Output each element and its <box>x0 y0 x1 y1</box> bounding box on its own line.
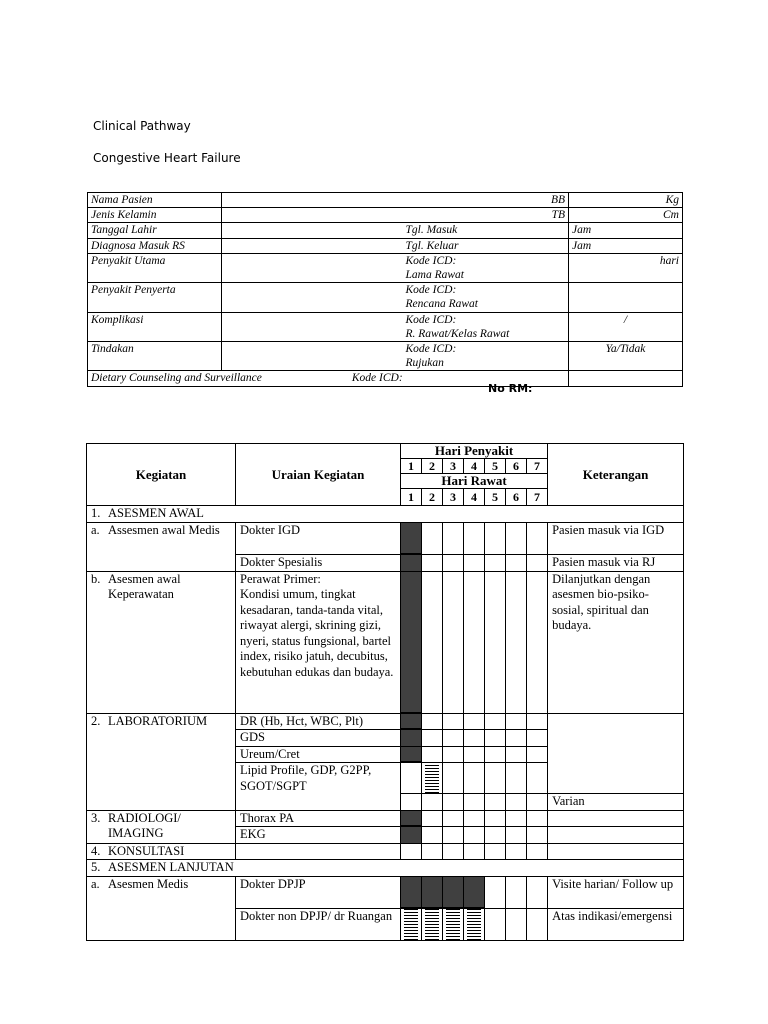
day-cell <box>422 827 443 844</box>
day-cell <box>464 571 485 713</box>
label-kode-icd: Kode ICD: <box>405 284 457 297</box>
label-cm: Cm <box>569 208 683 223</box>
patient-info-table <box>87 192 683 387</box>
keterangan-rj: Pasien masuk via RJ <box>548 554 684 571</box>
kegiatan-laboratorium <box>87 713 236 810</box>
day-cell <box>401 763 422 794</box>
day-cell <box>506 554 527 571</box>
cell-icd-utama <box>403 253 569 282</box>
day-cell <box>485 794 506 811</box>
item-letter: a. <box>91 522 100 537</box>
day-cell <box>506 908 527 940</box>
keterangan-varian: Varian <box>548 794 684 811</box>
day-cell <box>506 713 527 730</box>
label-tgl-keluar: Tgl. Keluar <box>403 238 569 253</box>
day-cell <box>464 810 485 827</box>
perawat-title: Perawat Primer: <box>240 571 321 586</box>
day-cell <box>506 876 527 908</box>
day-cell <box>443 746 464 763</box>
label-bb: BB <box>222 193 569 208</box>
day-cell <box>464 730 485 747</box>
day-cell <box>464 746 485 763</box>
table-row <box>87 810 684 827</box>
day-cell <box>485 843 506 860</box>
label-ruang-rawat: R. Rawat/Kelas Rawat <box>405 327 510 340</box>
field-tanggal-lahir <box>222 223 403 238</box>
field-diagnosa <box>222 238 403 253</box>
day-cell <box>422 730 443 747</box>
day-label: 7 <box>527 489 548 506</box>
section-label: RADIOLOGI/ IMAGING <box>108 810 181 840</box>
day-cell <box>506 810 527 827</box>
section-number: 5. <box>91 860 101 874</box>
kegiatan-asesmen-medis <box>87 522 236 571</box>
day-cell <box>422 713 443 730</box>
day-cell <box>485 730 506 747</box>
page-subtitle: Congestive Heart Failure <box>93 151 241 165</box>
day-cell <box>527 571 548 713</box>
label-lama-rawat: Lama Rawat <box>405 269 464 282</box>
day-cell <box>506 571 527 713</box>
label-penyakit-utama: Penyakit Utama <box>88 253 222 282</box>
field-penyakit-utama <box>222 253 403 282</box>
day-cell <box>485 571 506 713</box>
day-cell <box>485 554 506 571</box>
label-rujukan: Rujukan <box>405 357 444 370</box>
item-label: Assesmen awal Medis <box>108 522 220 537</box>
section-number: 3. <box>91 810 101 825</box>
header-keterangan: Keterangan <box>548 444 684 506</box>
day-cell-optional <box>443 908 464 940</box>
day-cell <box>443 763 464 794</box>
label-tindakan: Tindakan <box>88 342 222 371</box>
cell-icd-komplikasi <box>403 312 569 341</box>
day-cell <box>506 843 527 860</box>
section-row <box>87 506 684 523</box>
label-nama-pasien: Nama Pasien <box>88 193 222 208</box>
day-cell <box>485 908 506 940</box>
uraian-konsultasi <box>236 843 401 860</box>
header-row <box>87 444 684 459</box>
section-asesmen-lanjutan <box>87 860 684 877</box>
item-letter: a. <box>91 876 100 891</box>
day-cell <box>527 763 548 794</box>
label-kode-icd: Kode ICD: <box>405 313 457 326</box>
uraian-dokter-spesialis: Dokter Spesialis <box>236 554 401 571</box>
day-cell <box>464 794 485 811</box>
day-cell <box>527 713 548 730</box>
info-row <box>88 223 683 238</box>
info-row <box>88 312 683 341</box>
uraian-ekg: EKG <box>236 827 401 844</box>
day-cell-marked <box>401 746 422 763</box>
keterangan-atas-indikasi: Atas indikasi/emergensi <box>548 908 684 940</box>
field-komplikasi <box>222 312 403 341</box>
uraian-lipid: Lipid Profile, GDP, G2PP, SGOT/SGPT <box>236 763 401 811</box>
keterangan-lab <box>548 713 684 794</box>
day-cell <box>464 522 485 554</box>
field-penyakit-penyerta <box>222 283 403 312</box>
label-komplikasi: Komplikasi <box>88 312 222 341</box>
label-dietary: Dietary Counseling and Surveillance <box>91 372 262 385</box>
day-cell <box>422 554 443 571</box>
info-row <box>88 238 683 253</box>
day-cell-marked <box>401 554 422 571</box>
day-cell <box>422 794 443 811</box>
day-cell <box>443 827 464 844</box>
field-rencana-rawat <box>569 283 683 312</box>
section-label: ASESMEN AWAL <box>108 506 204 520</box>
section-label: KONSULTASI <box>108 843 185 858</box>
section-number: 2. <box>91 713 101 728</box>
day-cell <box>527 554 548 571</box>
label-kode-icd: Kode ICD: <box>405 343 457 356</box>
cell-icd-tindakan <box>403 342 569 371</box>
day-cell <box>527 746 548 763</box>
day-cell-marked <box>401 713 422 730</box>
label-jam-keluar: Jam <box>569 238 683 253</box>
day-label: 2 <box>422 459 443 474</box>
day-label: 4 <box>464 489 485 506</box>
day-cell <box>464 713 485 730</box>
day-cell <box>443 571 464 713</box>
day-cell <box>464 843 485 860</box>
label-rencana-rawat: Rencana Rawat <box>405 298 478 311</box>
keterangan-thorax <box>548 810 684 827</box>
table-row <box>87 522 684 554</box>
day-cell-optional <box>422 908 443 940</box>
header-hari-penyakit: Hari Penyakit <box>401 444 548 459</box>
day-cell <box>506 794 527 811</box>
day-label: 5 <box>485 489 506 506</box>
section-row <box>87 860 684 877</box>
day-cell <box>443 810 464 827</box>
day-cell-optional <box>401 908 422 940</box>
day-cell <box>401 794 422 811</box>
day-cell <box>527 794 548 811</box>
label-tanggal-lahir: Tanggal Lahir <box>88 223 222 238</box>
label-kg: Kg <box>569 193 683 208</box>
table-row <box>87 876 684 908</box>
day-cell <box>464 554 485 571</box>
day-cell-optional <box>422 763 443 794</box>
label-diagnosa: Diagnosa Masuk RS <box>88 238 222 253</box>
day-label: 2 <box>422 489 443 506</box>
day-cell <box>527 522 548 554</box>
label-penyakit-penyerta: Penyakit Penyerta <box>88 283 222 312</box>
info-row <box>88 193 683 208</box>
header-hari-rawat: Hari Rawat <box>401 474 548 489</box>
day-cell-marked <box>401 876 422 908</box>
uraian-perawat <box>236 571 401 713</box>
uraian-ureum: Ureum/Cret <box>236 746 401 763</box>
day-cell <box>485 827 506 844</box>
day-cell-marked <box>443 876 464 908</box>
keterangan-dilanjutkan: Dilanjutkan dengan asesmen bio-psiko-sosial, spiritual dan budaya. <box>548 571 684 713</box>
item-label: Asesmen awal Keperawatan <box>108 571 181 601</box>
day-cell <box>464 763 485 794</box>
keterangan-konsultasi <box>548 843 684 860</box>
day-cell <box>485 876 506 908</box>
no-rm-label: No RM: <box>488 382 533 395</box>
day-cell <box>422 522 443 554</box>
keterangan-ekg <box>548 827 684 844</box>
info-row <box>88 253 683 282</box>
uraian-dpjp: Dokter DPJP <box>236 876 401 908</box>
day-cell <box>506 827 527 844</box>
uraian-dokter-igd: Dokter IGD <box>236 522 401 554</box>
kegiatan-asesmen-medis-lanjutan <box>87 876 236 940</box>
day-cell <box>506 763 527 794</box>
section-asesmen-awal <box>87 506 684 523</box>
day-cell <box>422 571 443 713</box>
field-dietary <box>569 371 683 386</box>
label-kode-icd: Kode ICD: <box>351 372 403 385</box>
uraian-non-dpjp: Dokter non DPJP/ dr Ruangan <box>236 908 401 940</box>
day-cell <box>422 810 443 827</box>
day-cell <box>485 522 506 554</box>
info-row <box>88 208 683 223</box>
page-title: Clinical Pathway <box>93 119 191 133</box>
header-kegiatan: Kegiatan <box>87 444 236 506</box>
uraian-dr: DR (Hb, Hct, WBC, Plt) <box>236 713 401 730</box>
day-cell <box>443 730 464 747</box>
day-cell <box>527 730 548 747</box>
day-cell <box>464 827 485 844</box>
label-slash: / <box>569 312 683 341</box>
day-cell-marked <box>401 810 422 827</box>
table-row <box>87 713 684 730</box>
uraian-thorax: Thorax PA <box>236 810 401 827</box>
label-ya-tidak: Ya/Tidak <box>569 342 683 371</box>
day-cell <box>506 746 527 763</box>
kegiatan-asesmen-keperawatan <box>87 571 236 713</box>
kegiatan-radiologi <box>87 810 236 843</box>
section-label: LABORATORIUM <box>108 713 208 728</box>
day-cell <box>527 843 548 860</box>
day-cell-optional <box>464 908 485 940</box>
keterangan-igd: Pasien masuk via IGD <box>548 522 684 554</box>
day-label: 3 <box>443 459 464 474</box>
field-tindakan <box>222 342 403 371</box>
kegiatan-konsultasi <box>87 843 236 860</box>
day-label: 1 <box>401 459 422 474</box>
day-label: 7 <box>527 459 548 474</box>
info-row <box>88 283 683 312</box>
day-cell <box>527 908 548 940</box>
label-hari: hari <box>569 253 683 282</box>
label-tgl-masuk: Tgl. Masuk <box>403 223 569 238</box>
day-cell <box>527 827 548 844</box>
day-cell-marked <box>401 571 422 713</box>
day-cell <box>443 522 464 554</box>
item-letter: b. <box>91 571 101 586</box>
section-number: 1. <box>91 506 101 520</box>
section-label: ASESMEN LANJUTAN <box>108 860 234 874</box>
day-cell-marked <box>401 522 422 554</box>
day-cell-marked <box>422 876 443 908</box>
perawat-body: Kondisi umum, tingkat kesadaran, tanda-tanda vital, riwayat alergi, skrining gizi, nyeri, status fungsional, bartel index, risiko jatuh, decubitus, kebutuhan edukas dan budaya. <box>240 587 394 679</box>
label-jenis-kelamin: Jenis Kelamin <box>88 208 222 223</box>
table-row <box>87 843 684 860</box>
day-label: 1 <box>401 489 422 506</box>
item-label: Asesmen Medis <box>108 876 189 891</box>
day-cell <box>527 876 548 908</box>
day-label: 3 <box>443 489 464 506</box>
day-cell <box>485 763 506 794</box>
label-tb: TB <box>222 208 569 223</box>
day-cell <box>401 843 422 860</box>
info-row <box>88 342 683 371</box>
day-cell <box>443 554 464 571</box>
label-kode-icd: Kode ICD: <box>405 254 457 267</box>
day-cell <box>506 522 527 554</box>
day-cell <box>485 810 506 827</box>
keterangan-visite: Visite harian/ Follow up <box>548 876 684 908</box>
cell-icd-penyerta <box>403 283 569 312</box>
pathway-table <box>86 443 684 941</box>
table-row <box>87 571 684 713</box>
day-label: 5 <box>485 459 506 474</box>
uraian-gds: GDS <box>236 730 401 747</box>
day-cell <box>485 713 506 730</box>
day-cell-marked <box>401 730 422 747</box>
day-cell <box>443 713 464 730</box>
day-label: 6 <box>506 459 527 474</box>
section-number: 4. <box>91 843 101 858</box>
day-cell <box>443 843 464 860</box>
day-label: 6 <box>506 489 527 506</box>
day-cell <box>443 794 464 811</box>
info-row <box>88 371 683 386</box>
day-cell-marked <box>401 827 422 844</box>
day-cell <box>422 746 443 763</box>
day-cell <box>527 810 548 827</box>
label-jam-masuk: Jam <box>569 223 683 238</box>
day-label: 4 <box>464 459 485 474</box>
day-cell <box>485 746 506 763</box>
day-cell-marked <box>464 876 485 908</box>
day-cell <box>506 730 527 747</box>
header-uraian: Uraian Kegiatan <box>236 444 401 506</box>
day-cell <box>422 843 443 860</box>
